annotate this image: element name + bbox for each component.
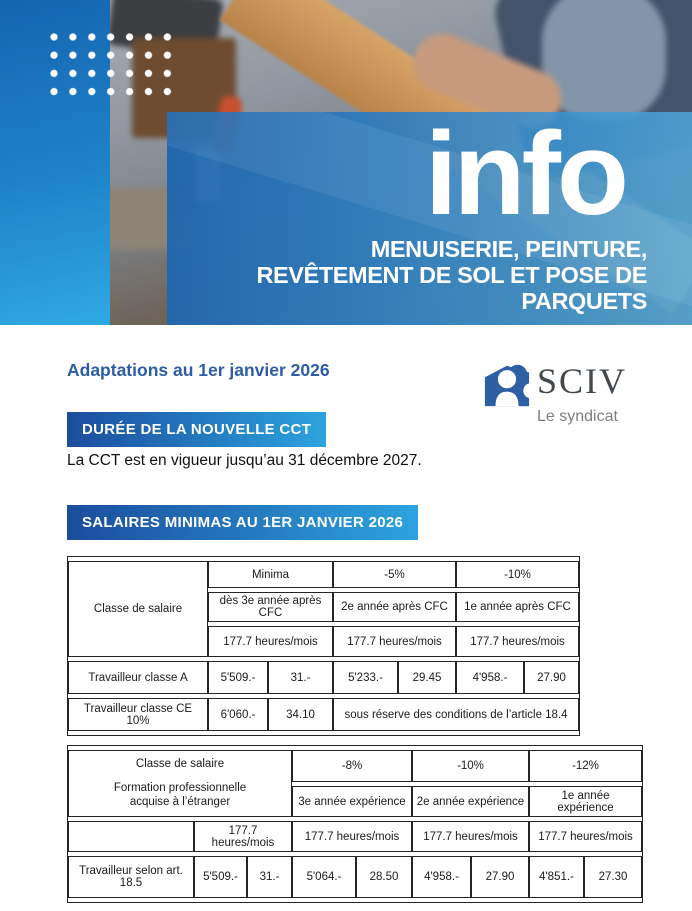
value-cell: 31.- [268, 661, 333, 694]
table-row-classe-a [68, 661, 579, 694]
value-cell: 4'851.- [529, 856, 584, 898]
value-cell: 6'060.- [208, 698, 268, 731]
table-row [68, 561, 579, 588]
value-cell: 34.10 [268, 698, 333, 731]
table2-hours-cell: 177.7 heures/mois [529, 821, 642, 852]
value-cell: 5'509.- [208, 661, 268, 694]
subtitle-line1: MENUISERIE, PEINTURE, [370, 236, 647, 263]
table1-corner-cell: Classe de salaire [68, 561, 208, 657]
value-cell: 4'958.- [412, 856, 471, 898]
table-row-classe-ce [68, 698, 579, 731]
value-cell: 5'509.- [194, 856, 247, 898]
value-cell: 31.- [247, 856, 292, 898]
sciv-tagline: Le syndicat [537, 408, 618, 425]
table1-sub-minus5: 2e année après CFC [333, 592, 456, 622]
table1-hours-cell: 177.7 heures/mois [208, 626, 333, 657]
value-cell: 4'958.- [456, 661, 524, 694]
salary-table-cfc [67, 556, 580, 736]
page-title: Adaptations au 1er janvier 2026 [67, 360, 330, 380]
table-row [68, 821, 642, 852]
condition-note-cell: sous réserve des conditions de l’article 18.4 [333, 698, 579, 731]
row-label: Travailleur classe CE 10% [68, 698, 208, 731]
salary-table-foreign-training [67, 745, 643, 903]
row-label: Travailleur classe A [68, 661, 208, 694]
dots-pattern [45, 28, 179, 101]
subtitle-line2: REVÊTEMENT DE SOL ET POSE DE PARQUETS [256, 262, 647, 315]
table1-group-minima: Minima [208, 561, 333, 588]
sciv-logo-icon [483, 361, 531, 407]
corner-line3: acquise à l’étranger [129, 796, 231, 809]
table2-sub-minus10: 2e année expérience [412, 786, 529, 817]
value-cell: 29.45 [398, 661, 456, 694]
value-cell: 27.90 [471, 856, 529, 898]
value-cell: 27.90 [524, 661, 579, 694]
value-cell: 28.50 [356, 856, 412, 898]
header-subtitle [167, 237, 647, 315]
sciv-wordmark: SCIV [537, 361, 628, 401]
table1-group-minus10: -10% [456, 561, 579, 588]
value-cell: 5'064.- [292, 856, 356, 898]
section-banner-minimum-salaries: SALAIRES MINIMAS AU 1ER JANVIER 2026 [67, 505, 418, 540]
corner-line1: Classe de salaire [135, 757, 225, 770]
header-hero [0, 0, 692, 325]
info-title: info [424, 112, 625, 240]
value-cell: 5'233.- [333, 661, 398, 694]
empty-cell [68, 821, 194, 852]
table2-hours-cell: 177.7 heures/mois [292, 821, 412, 852]
table2-sub-minus12: 1e année expérience [529, 786, 642, 817]
table2-group-minus10: -10% [412, 750, 529, 782]
table1-group-minus5: -5% [333, 561, 456, 588]
table2-hours-cell: 177.7 heures/mois [412, 821, 529, 852]
table1-sub-minima: dès 3e année après CFC [208, 592, 333, 622]
table1-sub-minus10: 1e année après CFC [456, 592, 579, 622]
title-overlay [167, 112, 692, 325]
table2-group-minus12: -12% [529, 750, 642, 782]
row-label: Travailleur selon art. 18.5 [68, 856, 194, 898]
table1-hours-cell: 177.7 heures/mois [456, 626, 579, 657]
table2-sub-minus8: 3e année expérience [292, 786, 412, 817]
table-row [68, 750, 642, 782]
table2-hours-cell: 177.7 heures/mois [194, 821, 292, 852]
table1-hours-cell: 177.7 heures/mois [333, 626, 456, 657]
value-cell: 27.30 [584, 856, 642, 898]
table-row-art-18-5 [68, 856, 642, 898]
table2-corner-cell [68, 750, 292, 817]
corner-line2: Formation professionnelle [113, 781, 247, 794]
section-banner-cct-duration: DURÉE DE LA NOUVELLE CCT [67, 412, 326, 447]
table2-group-minus8: -8% [292, 750, 412, 782]
cct-validity-text: La CCT est en vigueur jusqu’au 31 décembre 2027. [67, 452, 422, 469]
